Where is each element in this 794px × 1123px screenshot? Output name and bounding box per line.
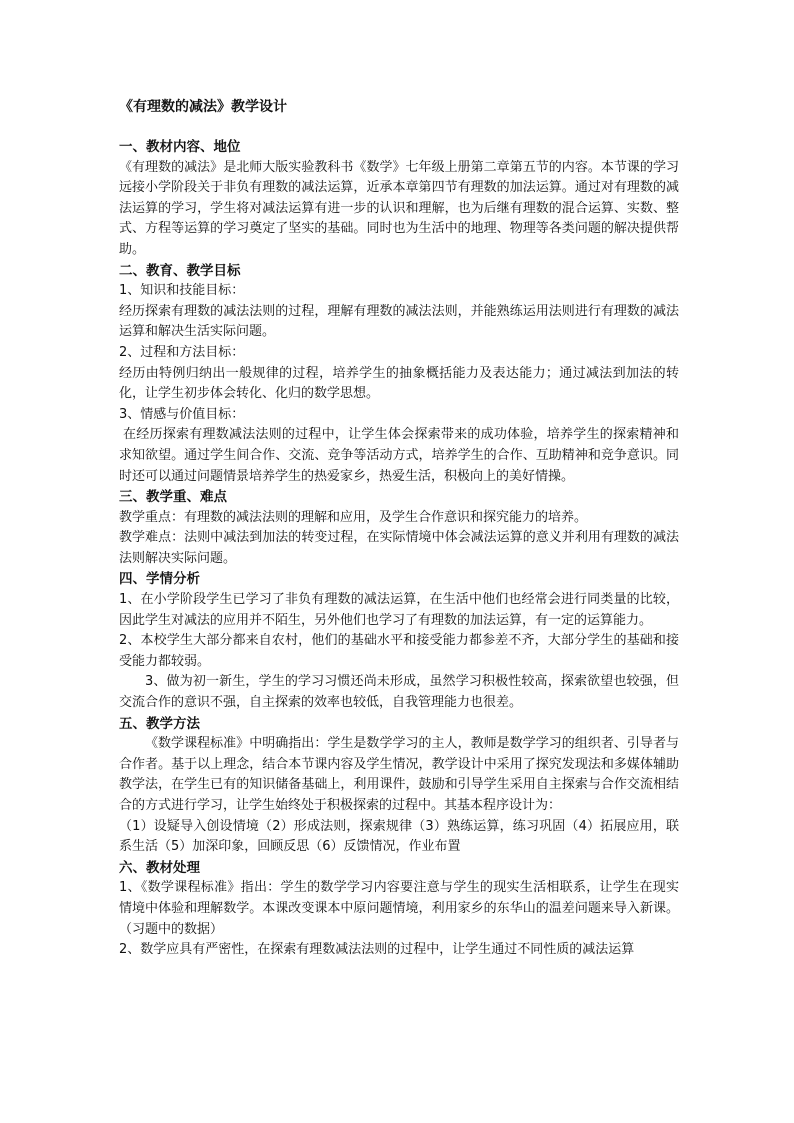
paragraph: （1）设疑导入创设情境（2）形成法则，探索规律（3）熟练运算，练习巩固（4）拓展应用，联系生活（5）加深印象，回顾反思（6）反馈情况，作业布置 xyxy=(119,818,679,855)
paragraph: 教学重点：有理数的减法法则的理解和应用，及学生合作意识和探究能力的培养。 xyxy=(119,509,588,525)
section-heading-material-handling: 六、教材处理 xyxy=(119,859,200,876)
paragraph: 3、做为初一新生，学生的学习习惯还尚未形成，虽然学习积极性较高，探索欲望也较强，但交流合作的意识不强，自主探索的效率也较低，自我管理能力也很差。 xyxy=(119,674,679,711)
paragraph: 2、数学应具有严密性，在探索有理数减法法则的过程中，让学生通过不同性质的减法运算 xyxy=(119,942,635,958)
paragraph: 2、过程和方法目标： xyxy=(119,344,245,360)
section-heading-objectives: 二、教育、教学目标 xyxy=(119,262,241,279)
paragraph: 《有理数的减法》是北师大版实验教科书《数学》七年级上册第二章第五节的内容。本节课的学习远接小学阶段关于非负有理数的减法运算，近承本章第四节有理数的加法运算。通过对有理数的减法运算的学习，学生将对减法运算有进一步的认识和理解，也为后继有理数的混合运算、实数、整式、方程等运算的学习奠定了坚实的基础。同时也为生活中的地理、物理等各类问题的解决提供帮助。 xyxy=(119,159,679,257)
section-heading-key-points: 三、教学重、难点 xyxy=(119,489,227,506)
document-page xyxy=(119,97,679,961)
section-heading-content-position: 一、教材内容、地位 xyxy=(119,139,241,155)
paragraph: 1、知识和技能目标： xyxy=(119,283,245,299)
paragraph: 教学难点：法则中减法到加法的转变过程，在实际情境中体会减法运算的意义并利用有理数的减法法则解决实际问题。 xyxy=(119,530,679,566)
paragraph: 2、本校学生大部分都来自农村，他们的基础水平和接受能力都参差不齐，大部分学生的基础和接受能力都较弱。 xyxy=(119,633,679,669)
paragraph: 经历由特例归纳出一般规律的过程，培养学生的抽象概括能力及表达能力；通过减法到加法的转化，让学生初步体会转化、化归的数学思想。 xyxy=(119,365,679,402)
section-heading-student-analysis: 四、学情分析 xyxy=(119,571,200,588)
paragraph: 1、在小学阶段学生已学习了非负有理数的减法运算，在生活中他们也经常会进行同类量的比较，因此学生对减法的应用并不陌生，另外他们也学习了有理数的加法运算，有一定的运算能力。 xyxy=(119,592,679,628)
document-title: 《有理数的减法》教学设计 xyxy=(119,99,287,115)
paragraph: 1、《数学课程标准》指出：学生的数学学习内容要注意与学生的现实生活相联系，让学生在现实情境中体验和理解数学。本课改变课本中原问题情境，利用家乡的东华山的温差问题来导入新课。（习题中的数据） xyxy=(119,880,679,937)
paragraph: 经历探索有理数的减法法则的过程，理解有理数的减法法则，并能熟练运用法则进行有理数的减法运算和解决生活实际问题。 xyxy=(119,303,679,340)
section-heading-teaching-methods: 五、教学方法 xyxy=(119,715,200,732)
paragraph: 在经历探索有理数减法法则的过程中，让学生体会探索带来的成功体验，培养学生的探索精神和求知欲望。通过学生间合作、交流、竞争等活动方式，培养学生的合作、互助精神和竞争意识。同时还可以通过问题情景培养学生的热爱家乡，热爱生活，积极向上的美好情操。 xyxy=(119,427,679,484)
paragraph: 3、情感与价值目标： xyxy=(119,406,245,422)
paragraph: 《数学课程标准》中明确指出：学生是数学学习的主人，教师是数学学习的组织者、引导者与合作者。基于以上理念，结合本节课内容及学生情况，教学设计中采用了探究发现法和多媒体辅助教学法，在学生已有的知识储备基础上，利用课件，鼓励和引导学生采用自主探索与合作交流相结合的方式进行学习，让学生始终处于积极探索的过程中。其基本程序设计为： xyxy=(119,736,679,813)
